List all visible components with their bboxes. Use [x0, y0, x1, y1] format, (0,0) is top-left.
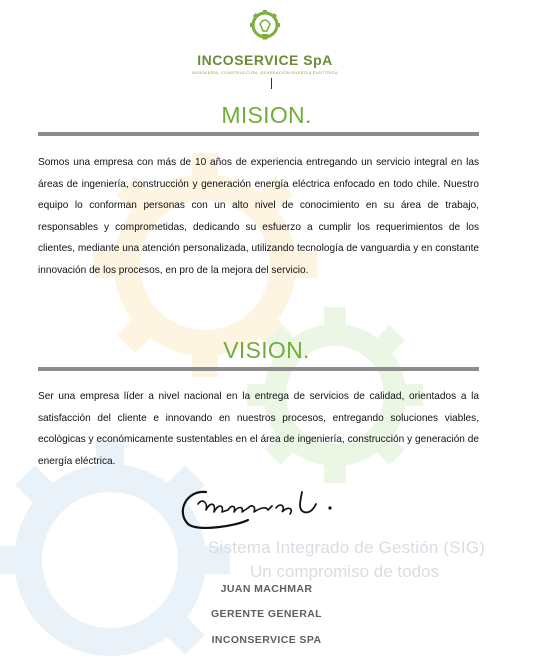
vision-heading: VISION. [223, 337, 310, 363]
handwritten-signature [176, 484, 356, 534]
company-logo [190, 10, 340, 80]
vision-paragraph: Ser una empresa líder a nivel nacional en la entrega de servicios de calidad, orientados a la satisfacción del cliente e innovando en nuestros procesos, entregando soluciones viables, ecológicas y económicamente sustentables en el área de ingeniería, construcción y generación de energía eléctrica. [38, 391, 479, 467]
watermark-title: Sistema Integrado de Gestión (SIG) [208, 538, 486, 557]
mission-heading: MISION. [221, 102, 312, 128]
mission-divider [38, 132, 479, 136]
signer-role: GERENTE GENERAL [210, 608, 322, 620]
mission-paragraph: Somos una empresa con más de 10 años de experiencia entregando un servicio integral en las áreas de ingeniería, construcción y generación energía eléctrica enfocado en todo chile. Nuestro equipo lo conforman personas con un alto nivel de conocimiento en su área de trabajo, responsables y comprometidas, dedicando su esfuerzo a cumplir los requerimientos de los clientes, mediante una atención personalizada, utilizando tecnología de vanguardia y en constante innovación de los procesos, en pro de la mejora del servicio. [38, 157, 479, 276]
vision-divider [38, 367, 479, 371]
signer-company: INCONSERVICE SPA [211, 634, 322, 646]
signer-name: JUAN MACHMAR [220, 583, 313, 595]
text-cursor [271, 78, 272, 89]
company-tagline: INGENIERÍA, CONSTRUCCIÓN, GENERACIÓN ENERGÍA ELÉCTRICA [192, 70, 338, 75]
watermark-subtitle: Un compromiso de todos [250, 562, 439, 581]
lightbulb-gear-icon [248, 10, 282, 46]
company-name: INCOSERVICE SpA [197, 52, 333, 68]
